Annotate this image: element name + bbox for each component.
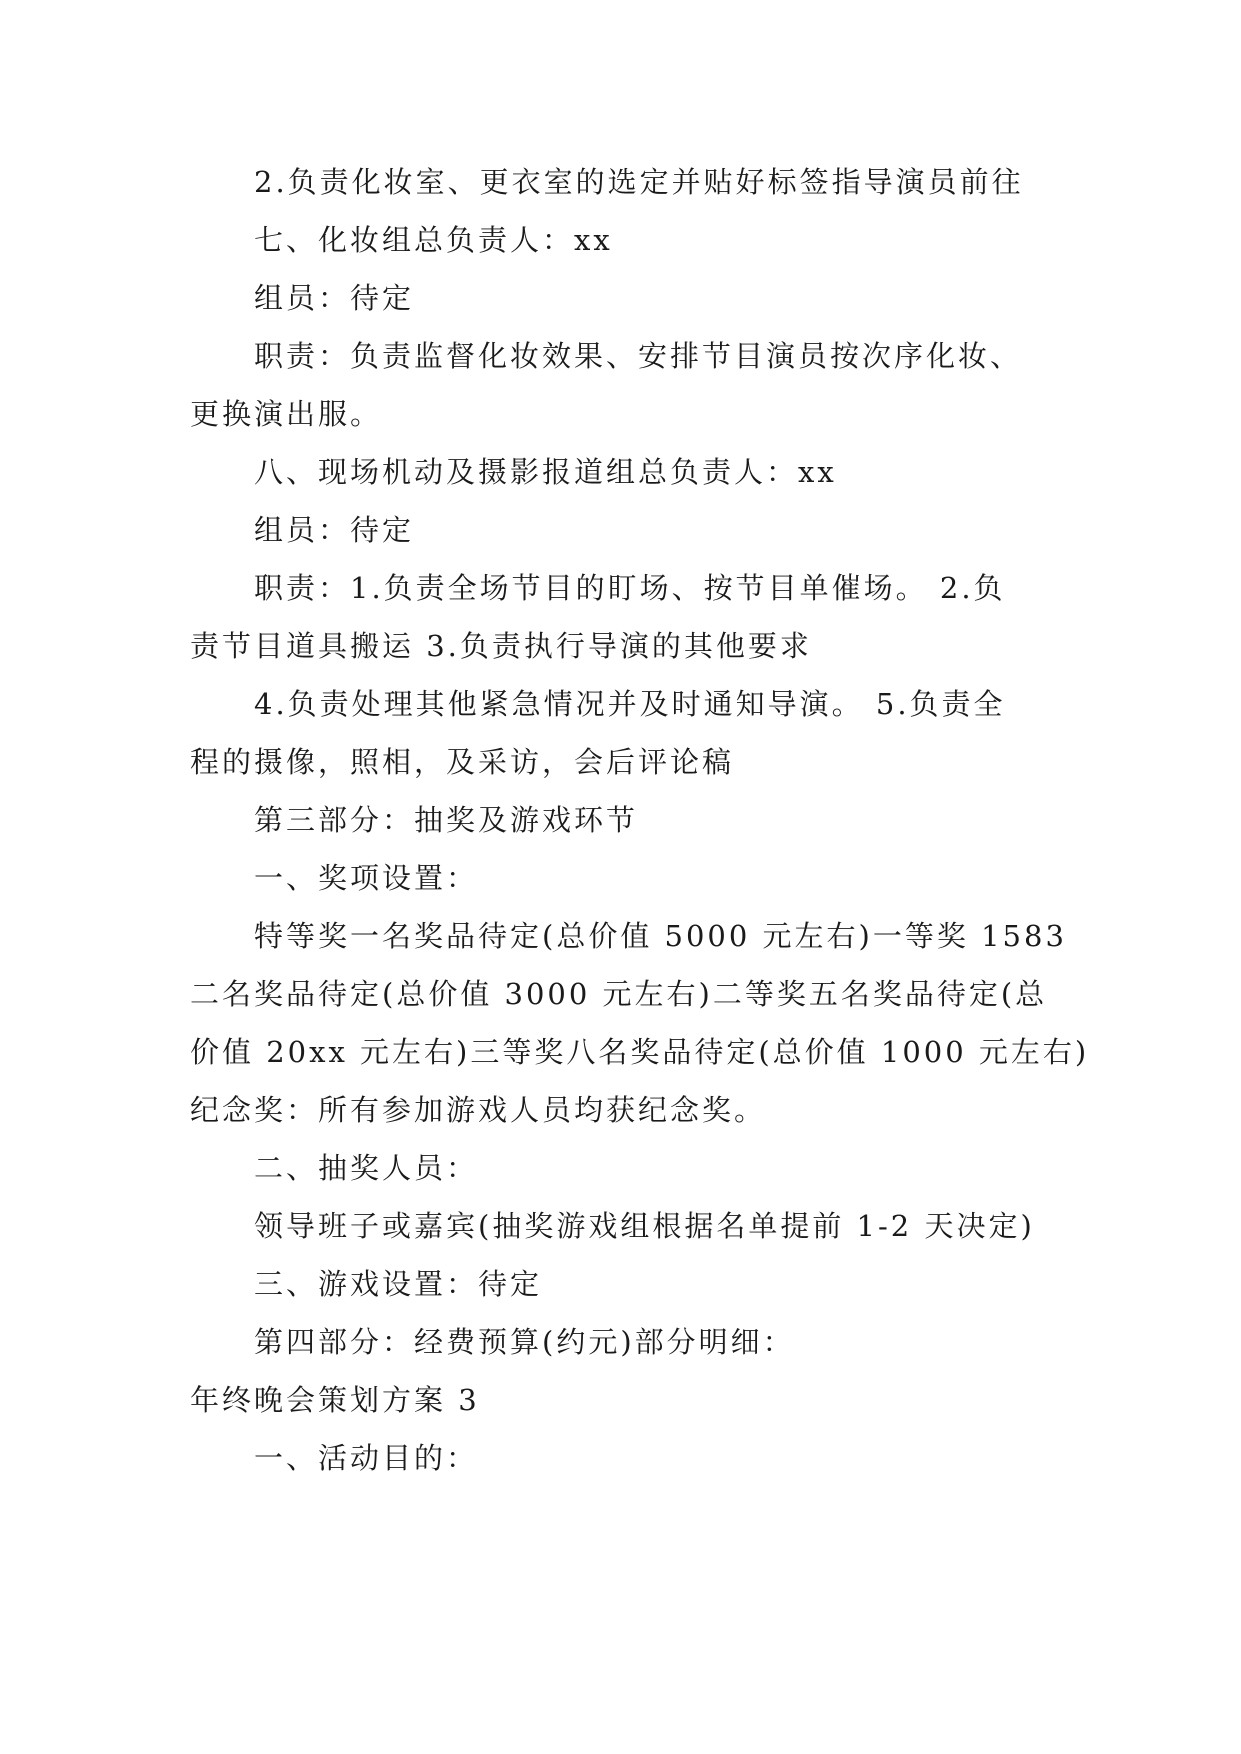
text-line-11: 程的摄像，照相，及采访，会后评论稿: [190, 745, 735, 779]
text-line-13: 一、奖项设置：: [254, 861, 479, 895]
text-line-8: 职责：1.负责全场节目的盯场、按节目单催场。 2.负: [254, 571, 1006, 605]
text-line-14: 特等奖一名奖品待定(总价值 5000 元左右)一等奖 1583: [254, 919, 1067, 953]
text-line-3: 组员：待定: [254, 281, 415, 315]
text-line-9: 责节目道具搬运 3.负责执行导演的其他要求: [190, 629, 812, 663]
text-line-18: 二、抽奖人员：: [254, 1151, 479, 1185]
text-line-23: 一、活动目的：: [254, 1441, 479, 1475]
text-line-19: 领导班子或嘉宾(抽奖游戏组根据名单提前 1-2 天决定): [254, 1209, 1035, 1243]
text-line-17: 纪念奖：所有参加游戏人员均获纪念奖。: [190, 1093, 767, 1127]
section-heading-part-four: 第四部分：经费预算(约元)部分明细：: [254, 1325, 795, 1359]
text-line-5: 更换演出服。: [190, 397, 383, 431]
text-line-15: 二名奖品待定(总价值 3000 元左右)二等奖五名奖品待定(总: [190, 977, 1048, 1011]
text-line-7: 组员：待定: [254, 513, 415, 547]
text-line-2: 七、化妆组总负责人：xx: [254, 223, 613, 257]
text-line-20: 三、游戏设置：待定: [254, 1267, 543, 1301]
document-title-plan-3: 年终晚会策划方案 3: [190, 1383, 480, 1417]
text-line-6: 八、现场机动及摄影报道组总负责人：xx: [254, 455, 837, 489]
text-line-1: 2.负责化妆室、更衣室的选定并贴好标签指导演员前往: [254, 165, 1024, 199]
text-line-10: 4.负责处理其他紧急情况并及时通知导演。 5.负责全: [254, 687, 1006, 721]
text-line-16: 价值 20xx 元左右)三等奖八名奖品待定(总价值 1000 元左右): [190, 1035, 1090, 1069]
text-line-4: 职责：负责监督化妆效果、安排节目演员按次序化妆、: [254, 339, 1023, 373]
section-heading-part-three: 第三部分：抽奖及游戏环节: [254, 803, 639, 837]
